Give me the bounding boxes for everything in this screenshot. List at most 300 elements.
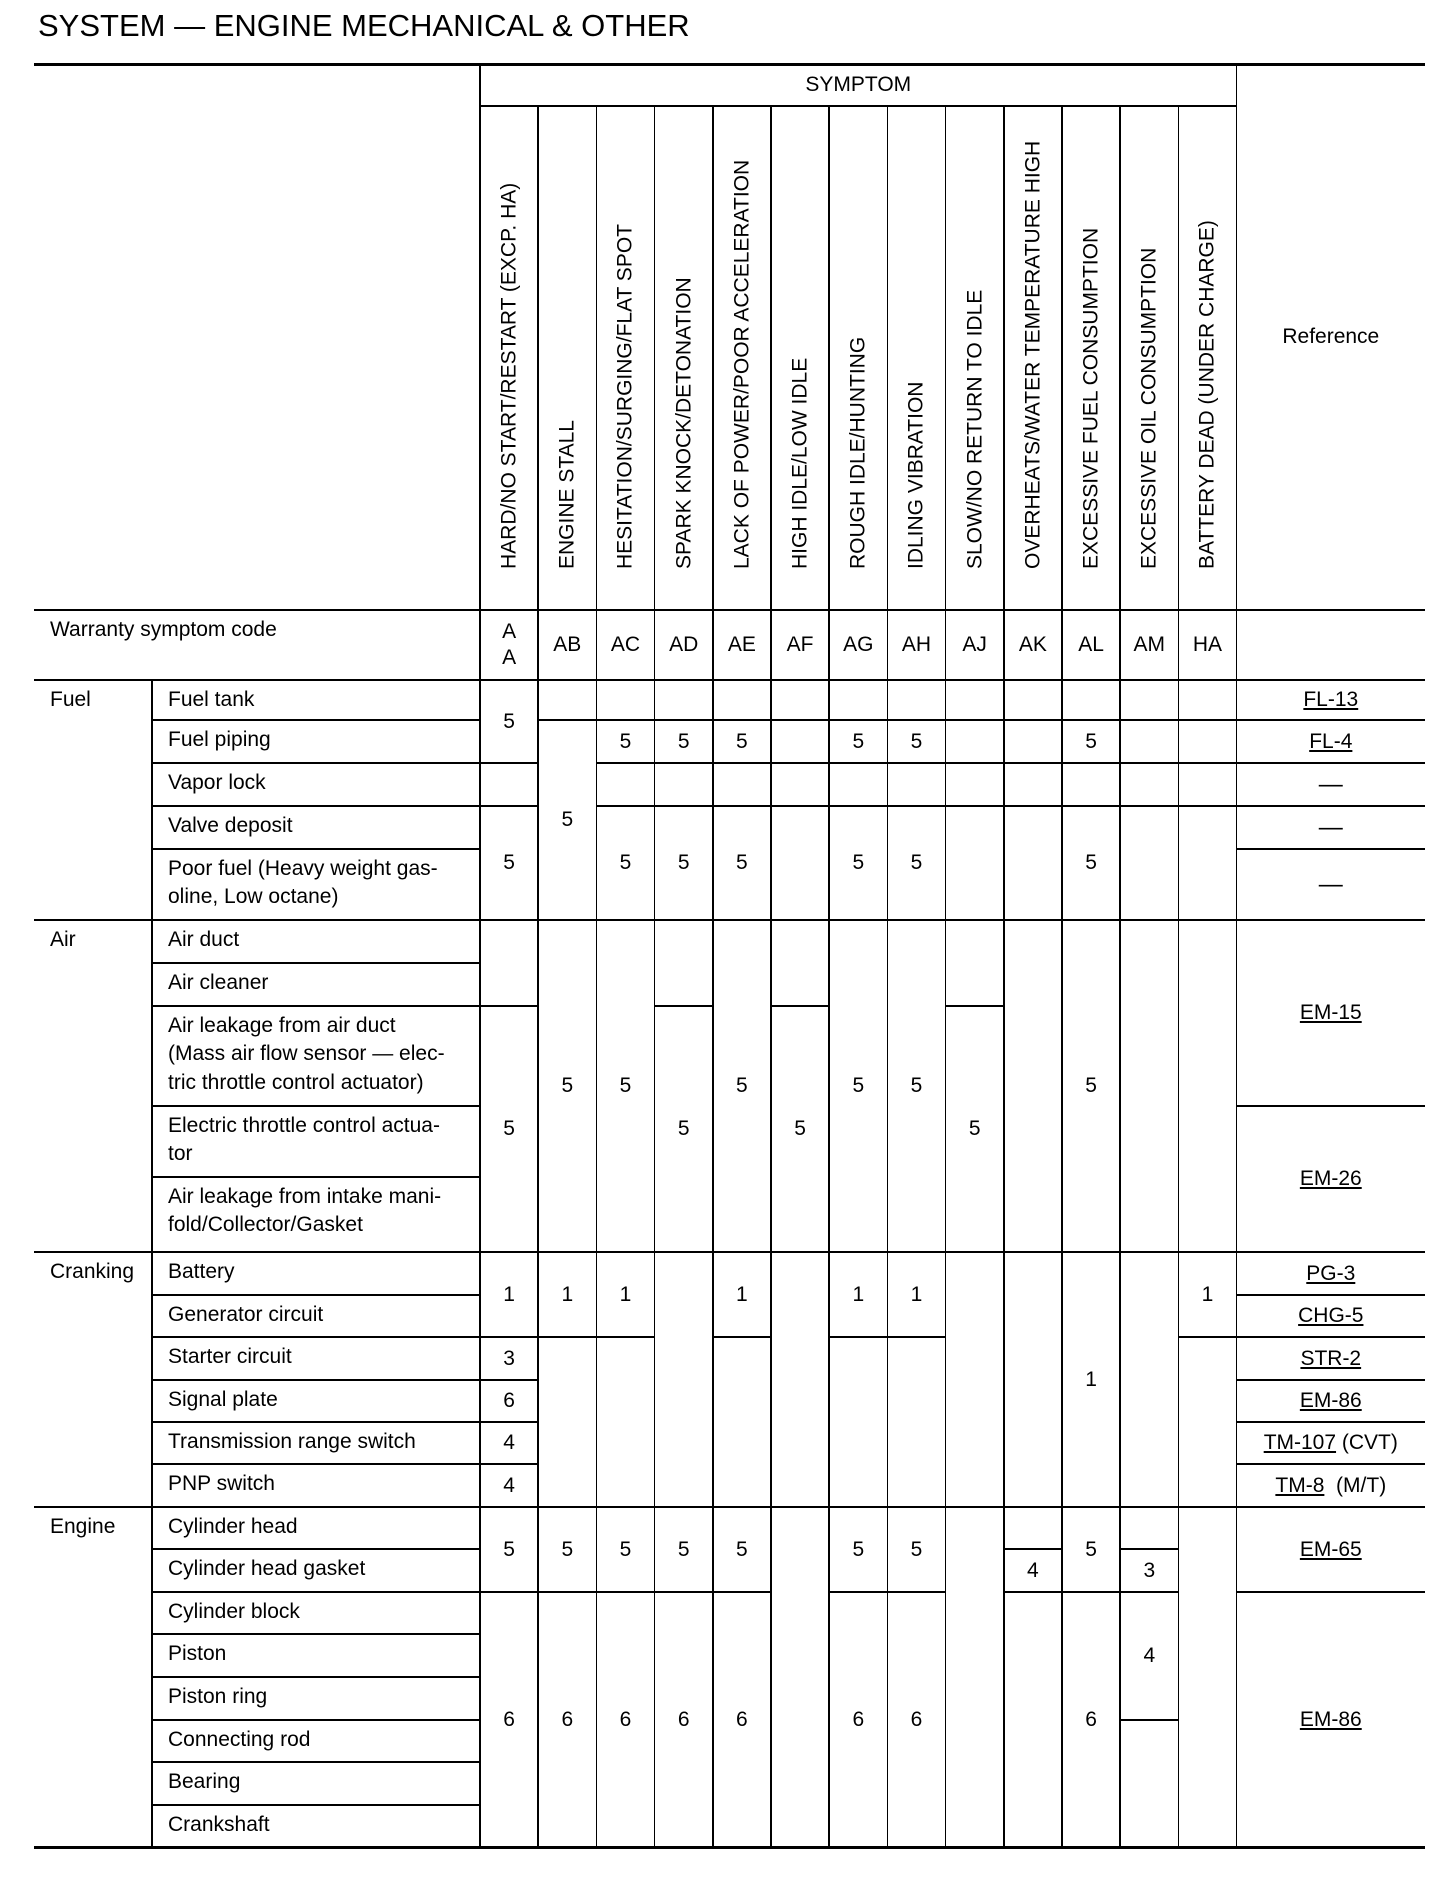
cell-rule bbox=[480, 805, 538, 807]
symptom-label: ROUGH IDLE/HUNTING bbox=[846, 336, 870, 569]
warranty-code-4: AE bbox=[727, 632, 756, 656]
item-label-4: Poor fuel (Heavy weight gas- oline, Low octane) bbox=[168, 857, 438, 909]
symptom-column-line bbox=[479, 64, 481, 1847]
value-cell: 1 bbox=[852, 1282, 865, 1306]
cell-rule bbox=[1120, 1591, 1178, 1593]
value-cell: 5 bbox=[736, 729, 748, 753]
cell-rule bbox=[713, 805, 771, 807]
reference-cell-8 bbox=[1237, 1295, 1425, 1337]
item-label-7: Air leakage from air duct (Mass air flow sensor — elec- tric throttle control actuator) bbox=[168, 1014, 445, 1094]
cell-rule bbox=[946, 805, 1004, 807]
cell-rule bbox=[771, 805, 829, 807]
item-rule bbox=[152, 1176, 480, 1178]
reference-link[interactable]: EM-15 bbox=[1299, 1001, 1362, 1025]
reference-header: Reference bbox=[1282, 325, 1380, 349]
value-cell: 6 bbox=[677, 1707, 690, 1731]
cell-rule bbox=[887, 919, 945, 921]
cell-rule bbox=[1120, 762, 1178, 764]
cell-rule bbox=[713, 762, 771, 764]
item-label-8: Electric throttle control actua- tor bbox=[168, 1114, 440, 1166]
reference-link[interactable]: TM-107 bbox=[1263, 1431, 1337, 1455]
cell-rule bbox=[1004, 719, 1062, 721]
warranty-code-8: AJ bbox=[962, 632, 987, 656]
symptom-column-line bbox=[1003, 106, 1005, 1847]
symptom-column-line bbox=[654, 106, 656, 1847]
reference-cell-11 bbox=[1237, 1422, 1425, 1464]
reference-link[interactable]: STR-2 bbox=[1300, 1346, 1362, 1370]
cell-rule bbox=[655, 1846, 713, 1848]
value-cell: 6 bbox=[619, 1707, 632, 1731]
cell-rule bbox=[655, 805, 713, 807]
cell-rule bbox=[1178, 1251, 1236, 1253]
value-cell: 5 bbox=[677, 729, 690, 753]
item-label-12: Starter circuit bbox=[168, 1345, 292, 1368]
value-cell: 5 bbox=[619, 851, 632, 875]
symptom-column-line bbox=[596, 106, 598, 1847]
symptom-name-6 bbox=[829, 106, 887, 610]
value-cell: 1 bbox=[736, 1282, 748, 1306]
reference-rule bbox=[1237, 1846, 1425, 1848]
cell-rule bbox=[713, 1251, 771, 1253]
reference-cell-14 bbox=[1237, 1592, 1425, 1847]
cell-rule bbox=[596, 1336, 654, 1338]
reference-rule bbox=[1237, 1251, 1425, 1253]
symptom-name-1 bbox=[538, 106, 596, 610]
value-cell: 1 bbox=[561, 1282, 574, 1306]
symptom-label: IDLING VIBRATION bbox=[904, 381, 928, 569]
header-rule bbox=[34, 609, 1425, 611]
value-cell: 5 bbox=[677, 1537, 690, 1561]
cell-rule bbox=[480, 1251, 538, 1253]
value-cell: 4 bbox=[1143, 1644, 1156, 1668]
cell-rule bbox=[480, 1336, 538, 1338]
cell-rule bbox=[946, 762, 1004, 764]
cell-rule bbox=[596, 762, 654, 764]
reference-rule bbox=[1237, 805, 1425, 807]
cell-rule bbox=[1062, 1251, 1120, 1253]
value-cell: 5 bbox=[736, 851, 748, 875]
item-label-13: Signal plate bbox=[168, 1388, 278, 1411]
cell-rule bbox=[887, 1506, 945, 1508]
cell-rule bbox=[480, 1463, 538, 1465]
page-title: SYSTEM — ENGINE MECHANICAL & OTHER bbox=[38, 8, 690, 43]
cell-rule bbox=[538, 719, 596, 721]
item-label-20: Piston ring bbox=[168, 1685, 268, 1708]
value-cell: 5 bbox=[619, 1074, 632, 1098]
item-label-22: Bearing bbox=[168, 1770, 241, 1793]
reference-rule bbox=[1237, 1379, 1425, 1381]
cell-rule bbox=[480, 1591, 538, 1593]
value-cell: 5 bbox=[910, 851, 923, 875]
value-cell: 5 bbox=[677, 1117, 690, 1141]
symptom-column-line bbox=[945, 106, 947, 1847]
item-label-2: Vapor lock bbox=[168, 771, 266, 794]
item-label-18: Cylinder block bbox=[168, 1600, 300, 1623]
value-cell: 5 bbox=[619, 1537, 632, 1561]
item-rule bbox=[152, 1105, 480, 1107]
cell-rule bbox=[538, 919, 596, 921]
reference-rule bbox=[1237, 1294, 1425, 1296]
cell-rule bbox=[829, 1591, 887, 1593]
item-label-21: Connecting rod bbox=[168, 1728, 311, 1751]
reference-link[interactable]: CHG-5 bbox=[1298, 1304, 1364, 1328]
reference-suffix: (CVT) bbox=[1336, 1431, 1398, 1455]
value-cell: 5 bbox=[503, 1537, 515, 1561]
cell-rule bbox=[829, 1846, 887, 1848]
item-rule bbox=[152, 1548, 480, 1550]
symptom-column-line bbox=[770, 106, 772, 1847]
cell-rule bbox=[887, 1591, 945, 1593]
warranty-code-12: HA bbox=[1192, 632, 1223, 656]
symptom-label: LACK OF POWER/POOR ACCELERATION bbox=[730, 159, 754, 569]
reference-dash: — bbox=[1318, 870, 1343, 898]
symptom-column-line bbox=[1119, 106, 1121, 1847]
cell-rule bbox=[1120, 1548, 1178, 1550]
cell-rule bbox=[655, 762, 713, 764]
symptom-name-5 bbox=[771, 106, 829, 610]
value-cell: 5 bbox=[852, 851, 865, 875]
reference-cell-12 bbox=[1237, 1464, 1425, 1507]
cell-rule bbox=[771, 762, 829, 764]
cell-rule bbox=[946, 1251, 1004, 1253]
item-rule bbox=[152, 1761, 480, 1763]
value-cell: 5 bbox=[736, 1074, 748, 1098]
reference-rule bbox=[1237, 1506, 1425, 1508]
item-rule bbox=[152, 1633, 480, 1635]
value-cell: 6 bbox=[561, 1707, 574, 1731]
cell-rule bbox=[1062, 1506, 1120, 1508]
warranty-code-1: AB bbox=[553, 632, 582, 656]
group-item-divider bbox=[151, 680, 153, 1847]
symptom-name-12 bbox=[1178, 106, 1236, 610]
reference-cell-4 bbox=[1237, 849, 1425, 920]
symptom-label: HESITATION/SURGING/FLAT SPOT bbox=[613, 223, 637, 569]
cell-rule bbox=[829, 1336, 887, 1338]
item-rule bbox=[152, 1294, 480, 1296]
value-cell: 1 bbox=[1201, 1282, 1214, 1306]
cell-rule bbox=[655, 719, 713, 721]
cell-rule bbox=[538, 1251, 596, 1253]
cell-rule bbox=[480, 1421, 538, 1423]
reference-cell-1 bbox=[1237, 720, 1425, 763]
reference-link[interactable]: PG-3 bbox=[1306, 1261, 1356, 1285]
reference-rule bbox=[1237, 1463, 1425, 1465]
cell-rule bbox=[596, 1846, 654, 1848]
cell-rule bbox=[538, 1506, 596, 1508]
group-label-0: Fuel bbox=[50, 688, 91, 711]
cell-rule bbox=[887, 1336, 945, 1338]
reference-link[interactable]: EM-65 bbox=[1299, 1537, 1362, 1561]
item-rule bbox=[152, 1676, 480, 1678]
cell-rule bbox=[713, 1591, 771, 1593]
value-cell: 5 bbox=[736, 1537, 748, 1561]
cell-rule bbox=[480, 919, 538, 921]
symptom-name-8 bbox=[946, 106, 1004, 610]
item-label-15: PNP switch bbox=[168, 1472, 275, 1495]
cell-rule bbox=[596, 1506, 654, 1508]
cell-rule bbox=[771, 1251, 829, 1253]
value-cell: 5 bbox=[1085, 1537, 1097, 1561]
value-cell: 1 bbox=[1085, 1367, 1097, 1391]
item-rule bbox=[152, 1336, 480, 1338]
warranty-code-0: A A bbox=[502, 619, 517, 669]
symptom-name-10 bbox=[1062, 106, 1120, 610]
value-cell: 5 bbox=[968, 1117, 981, 1141]
cell-rule bbox=[946, 719, 1004, 721]
cell-rule bbox=[1178, 805, 1236, 807]
reference-cell-7 bbox=[1237, 1252, 1425, 1295]
item-rule bbox=[152, 1005, 480, 1007]
cell-rule bbox=[1120, 719, 1178, 721]
item-label-3: Valve deposit bbox=[168, 814, 293, 837]
value-cell: 1 bbox=[619, 1282, 632, 1306]
cell-rule bbox=[480, 762, 538, 764]
reference-link[interactable]: EM-26 bbox=[1299, 1167, 1362, 1191]
reference-rule bbox=[1237, 762, 1425, 764]
cell-rule bbox=[1062, 1591, 1120, 1593]
cell-rule bbox=[1178, 719, 1236, 721]
symptom-name-11 bbox=[1120, 106, 1178, 610]
item-rule bbox=[152, 762, 480, 764]
cell-rule bbox=[771, 1005, 829, 1007]
reference-cell-2 bbox=[1237, 763, 1425, 806]
reference-cell-0 bbox=[1237, 680, 1425, 720]
item-rule bbox=[152, 962, 480, 964]
symptom-name-0 bbox=[480, 106, 538, 610]
symptom-label: EXCESSIVE FUEL CONSUMPTION bbox=[1079, 227, 1103, 569]
value-cell: 5 bbox=[794, 1117, 806, 1141]
reference-link[interactable]: EM-86 bbox=[1299, 1707, 1362, 1731]
cell-rule bbox=[887, 762, 945, 764]
cell-rule bbox=[480, 1506, 538, 1508]
symptom-label: HIGH IDLE/LOW IDLE bbox=[788, 357, 812, 569]
value-cell: 4 bbox=[503, 1473, 515, 1497]
value-cell: 5 bbox=[677, 851, 690, 875]
symptom-column-line bbox=[537, 106, 539, 1847]
cell-rule bbox=[480, 1846, 538, 1848]
warranty-code-label: Warranty symptom code bbox=[50, 618, 277, 641]
item-rule bbox=[152, 1804, 480, 1806]
cell-rule bbox=[887, 805, 945, 807]
cell-rule bbox=[1120, 1719, 1178, 1721]
symptom-name-4 bbox=[713, 106, 771, 610]
value-cell: 5 bbox=[852, 1537, 865, 1561]
cell-rule bbox=[655, 1005, 713, 1007]
warranty-code-6: AG bbox=[843, 632, 874, 656]
cell-rule bbox=[596, 919, 654, 921]
value-cell: 3 bbox=[503, 1346, 515, 1370]
item-label-23: Crankshaft bbox=[168, 1813, 270, 1836]
cell-rule bbox=[655, 1591, 713, 1593]
group-label-2: Cranking bbox=[50, 1260, 135, 1283]
reference-link[interactable]: TM-8 bbox=[1275, 1473, 1325, 1497]
cell-rule bbox=[1062, 762, 1120, 764]
item-rule bbox=[152, 805, 480, 807]
group-label-3: Engine bbox=[50, 1515, 116, 1538]
warranty-code-10: AL bbox=[1078, 632, 1104, 656]
cell-rule bbox=[538, 1591, 596, 1593]
cell-rule bbox=[713, 1846, 771, 1848]
value-cell: 4 bbox=[1027, 1558, 1039, 1582]
value-cell: 5 bbox=[503, 851, 515, 875]
cell-rule bbox=[596, 1251, 654, 1253]
item-label-14: Transmission range switch bbox=[168, 1430, 416, 1453]
item-rule bbox=[152, 1463, 480, 1465]
cell-rule bbox=[713, 1506, 771, 1508]
cell-rule bbox=[1062, 805, 1120, 807]
cell-rule bbox=[596, 1591, 654, 1593]
cell-rule bbox=[713, 1336, 771, 1338]
value-cell: 6 bbox=[852, 1707, 865, 1731]
item-rule bbox=[152, 1379, 480, 1381]
cell-rule bbox=[946, 1005, 1004, 1007]
cell-rule bbox=[596, 805, 654, 807]
symptom-label: BATTERY DEAD (UNDER CHARGE) bbox=[1195, 219, 1219, 569]
symptom-name-3 bbox=[655, 106, 713, 610]
reference-rule bbox=[1237, 1105, 1425, 1107]
cell-rule bbox=[480, 679, 538, 681]
item-rule bbox=[152, 1421, 480, 1423]
cell-rule bbox=[538, 1336, 596, 1338]
warranty-code-2: AC bbox=[610, 632, 641, 656]
symptom-column-line bbox=[828, 106, 830, 1847]
warranty-code-11: AM bbox=[1133, 632, 1166, 656]
cell-rule bbox=[1062, 1846, 1120, 1848]
cell-rule bbox=[655, 1506, 713, 1508]
value-cell: 4 bbox=[503, 1431, 515, 1455]
symptom-column-line bbox=[887, 106, 889, 1847]
symptom-rule bbox=[480, 105, 1237, 107]
symptom-column-line bbox=[1236, 64, 1238, 1847]
reference-link[interactable]: FL-4 bbox=[1309, 729, 1353, 753]
warranty-code-3: AD bbox=[669, 632, 699, 656]
item-label-9: Air leakage from intake mani- fold/Collector/Gasket bbox=[168, 1185, 442, 1237]
reference-cell-6 bbox=[1237, 1106, 1425, 1252]
symptom-name-2 bbox=[596, 106, 654, 610]
item-label-19: Piston bbox=[168, 1642, 227, 1665]
top-rule bbox=[34, 63, 1425, 66]
value-cell: 5 bbox=[503, 709, 515, 733]
cell-rule bbox=[655, 919, 713, 921]
cell-rule bbox=[1004, 762, 1062, 764]
warranty-code-9: AK bbox=[1018, 632, 1047, 656]
cell-rule bbox=[829, 1251, 887, 1253]
reference-rule bbox=[1237, 1421, 1425, 1423]
reference-rule bbox=[1237, 1336, 1425, 1338]
reference-rule bbox=[1237, 919, 1425, 921]
cell-rule bbox=[1004, 805, 1062, 807]
cell-rule bbox=[887, 719, 945, 721]
cell-rule bbox=[1004, 1548, 1062, 1550]
cell-rule bbox=[1178, 1336, 1236, 1338]
item-label-10: Battery bbox=[168, 1260, 235, 1283]
reference-suffix: (M/T) bbox=[1324, 1473, 1387, 1497]
cell-rule bbox=[713, 719, 771, 721]
reference-cell-13 bbox=[1237, 1507, 1425, 1592]
cell-rule bbox=[713, 919, 771, 921]
value-cell: 6 bbox=[736, 1707, 748, 1731]
value-cell: 5 bbox=[561, 1074, 574, 1098]
item-label-11: Generator circuit bbox=[168, 1303, 324, 1326]
symptom-label: ENGINE STALL bbox=[555, 419, 579, 569]
cell-rule bbox=[887, 1846, 945, 1848]
value-cell: 5 bbox=[1085, 851, 1097, 875]
item-label-5: Air duct bbox=[168, 928, 240, 951]
cell-rule bbox=[1178, 762, 1236, 764]
reference-dash: — bbox=[1318, 770, 1343, 798]
symptom-column-line bbox=[712, 106, 714, 1847]
reference-cell-5 bbox=[1237, 920, 1425, 1106]
item-label-0: Fuel tank bbox=[168, 688, 255, 711]
value-cell: 5 bbox=[1085, 1074, 1097, 1098]
symptom-label: OVERHEATS/WATER TEMPERATURE HIGH bbox=[1021, 140, 1045, 569]
reference-rule bbox=[1237, 848, 1425, 850]
symptom-column-line bbox=[1178, 106, 1180, 1847]
value-cell: 6 bbox=[503, 1389, 515, 1413]
item-label-6: Air cleaner bbox=[168, 971, 269, 994]
item-rule bbox=[152, 848, 480, 850]
cell-rule bbox=[1004, 1591, 1062, 1593]
warranty-code-7: AH bbox=[901, 632, 932, 656]
cell-rule bbox=[596, 719, 654, 721]
item-rule bbox=[152, 1591, 480, 1593]
value-cell: 6 bbox=[1085, 1707, 1097, 1731]
cell-rule bbox=[480, 1005, 538, 1007]
value-cell: 5 bbox=[910, 1074, 923, 1098]
symptom-label: SLOW/NO RETURN TO IDLE bbox=[963, 289, 987, 569]
cell-rule bbox=[1062, 919, 1120, 921]
item-rule bbox=[152, 1719, 480, 1721]
cell-rule bbox=[771, 719, 829, 721]
symptom-label: SPARK KNOCK/DETONATION bbox=[672, 276, 696, 569]
cell-rule bbox=[829, 805, 887, 807]
cell-rule bbox=[655, 1251, 713, 1253]
item-label-16: Cylinder head bbox=[168, 1515, 298, 1538]
value-cell: 5 bbox=[852, 1074, 865, 1098]
cell-rule bbox=[480, 1379, 538, 1381]
value-cell: 5 bbox=[561, 808, 574, 832]
value-cell: 6 bbox=[503, 1707, 515, 1731]
symptom-label: EXCESSIVE OIL CONSUMPTION bbox=[1137, 247, 1161, 569]
symptom-column-line bbox=[1061, 106, 1063, 1847]
item-label-1: Fuel piping bbox=[168, 728, 271, 751]
reference-link[interactable]: FL-13 bbox=[1303, 688, 1359, 712]
reference-dash: — bbox=[1318, 813, 1343, 841]
value-cell: 5 bbox=[910, 1537, 923, 1561]
cell-rule bbox=[829, 719, 887, 721]
reference-rule bbox=[1237, 719, 1425, 721]
value-cell: 5 bbox=[619, 729, 632, 753]
cell-rule bbox=[1120, 805, 1178, 807]
cell-rule bbox=[1062, 719, 1120, 721]
symptom-name-9 bbox=[1004, 106, 1062, 610]
cell-rule bbox=[829, 1506, 887, 1508]
value-cell: 5 bbox=[561, 1537, 574, 1561]
warranty-code-5: AF bbox=[786, 632, 814, 656]
reference-cell-9 bbox=[1237, 1337, 1425, 1380]
cell-rule bbox=[538, 1846, 596, 1848]
reference-cell-10 bbox=[1237, 1380, 1425, 1422]
symptom-header: SYMPTOM bbox=[805, 73, 912, 97]
symptom-name-7 bbox=[887, 106, 945, 610]
symptom-label: HARD/NO START/RESTART (EXCP. HA) bbox=[497, 182, 521, 569]
item-rule bbox=[152, 719, 480, 721]
reference-link[interactable]: EM-86 bbox=[1299, 1389, 1362, 1413]
value-cell: 6 bbox=[910, 1707, 923, 1731]
cell-rule bbox=[829, 919, 887, 921]
cell-rule bbox=[829, 762, 887, 764]
value-cell: 1 bbox=[503, 1282, 515, 1306]
